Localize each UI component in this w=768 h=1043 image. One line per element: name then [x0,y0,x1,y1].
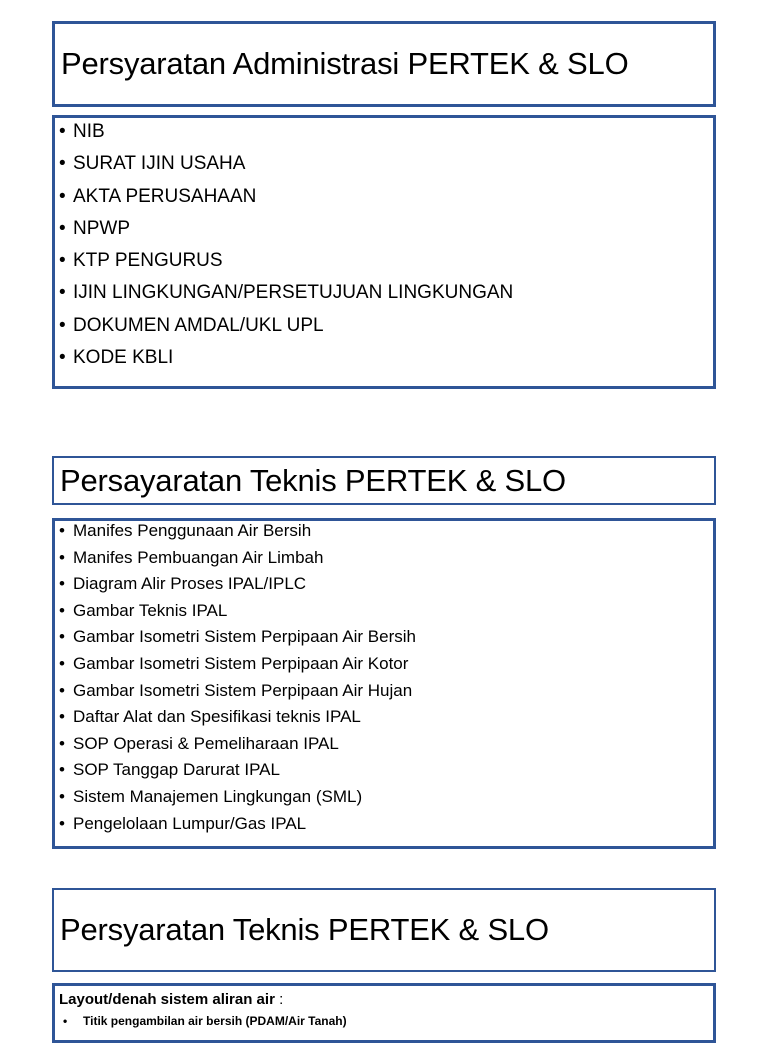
list-item [59,784,713,811]
layout-heading-suffix: : [274,991,284,1008]
bullet-icon: • [59,282,66,304]
admin-requirements-list-box [52,115,716,389]
list-item [59,731,713,758]
list-item [59,310,713,342]
list-item-text: Manifes Penggunaan Air Bersih [73,521,312,540]
admin-requirements-list [55,116,713,374]
technical-requirements-list-box [52,518,716,849]
bullet-icon: • [59,786,65,806]
list-item-text: Diagram Alir Proses IPAL/IPLC [73,574,307,594]
technical-requirements-list [55,518,713,837]
list-item [59,624,713,651]
technical-requirements-title-2: Persyaratan Teknis PERTEK & SLO [60,912,549,947]
list-item-text: Titik pengambilan air bersih (PDAM/Air Tanah) [83,1014,347,1028]
bullet-icon: • [59,250,66,272]
bullet-icon: • [59,653,65,673]
layout-heading-label: Layout/denah sistem aliran air [59,991,275,1008]
list-item [59,342,713,374]
list-item [59,678,713,705]
list-item-text: IJIN LINGKUNGAN/PERSETUJUAN LINGKUNGAN [73,282,514,304]
list-item [59,213,713,245]
bullet-icon: • [59,574,65,594]
layout-heading [59,988,713,1012]
list-item-text: SURAT IJIN USAHA [73,153,246,175]
bullet-icon: • [59,600,65,620]
list-item-text: Daftar Alat dan Spesifikasi teknis IPAL [73,707,361,727]
bullet-icon: • [59,185,66,207]
layout-requirements-list [59,1012,713,1030]
bullet-icon: • [59,314,66,336]
list-item-text: Pengelolaan Lumpur/Gas IPAL [73,813,307,833]
admin-requirements-title: Persyaratan Administrasi PERTEK & SLO [61,46,629,81]
layout-requirements-box [52,983,716,1043]
list-item-text: KODE KBLI [73,347,174,369]
list-item [59,116,713,148]
list-item [59,757,713,784]
bullet-icon: • [59,627,65,647]
bullet-icon: • [59,733,65,753]
list-item [59,545,713,572]
bullet-icon: • [59,217,66,239]
list-item [59,811,713,838]
list-item-text: DOKUMEN AMDAL/UKL UPL [73,314,324,336]
list-item-text: KTP PENGURUS [73,250,223,272]
bullet-icon: • [59,121,66,142]
list-item [59,598,713,625]
list-item [59,518,713,545]
list-item [59,277,713,309]
bullet-icon: • [59,813,65,833]
list-item-text: SOP Tanggap Darurat IPAL [73,760,280,780]
bullet-icon: • [59,347,66,369]
list-item [63,1012,713,1030]
list-item-text: Sistem Manajemen Lingkungan (SML) [73,786,363,806]
bullet-icon: • [63,1014,68,1028]
bullet-icon: • [59,760,65,780]
bullet-icon: • [59,707,65,727]
list-item [59,651,713,678]
list-item [59,245,713,277]
list-item-text: AKTA PERUSAHAAN [73,185,257,207]
bullet-icon: • [59,680,65,700]
technical-requirements-title-box-2 [52,888,716,972]
list-item [59,181,713,213]
bullet-icon: • [59,521,65,540]
technical-requirements-title-box [52,456,716,505]
list-item [59,571,713,598]
bullet-icon: • [59,153,66,175]
list-item-text: NPWP [73,217,130,239]
list-item-text: Manifes Pembuangan Air Limbah [73,547,324,567]
list-item-text: Gambar Isometri Sistem Perpipaan Air Hujan [73,680,413,700]
technical-requirements-title: Persayaratan Teknis PERTEK & SLO [60,462,566,498]
list-item [59,148,713,180]
list-item-text: Gambar Isometri Sistem Perpipaan Air Bersih [73,627,416,647]
list-item [59,704,713,731]
list-item-text: Gambar Isometri Sistem Perpipaan Air Kotor [73,653,409,673]
list-item-text: SOP Operasi & Pemeliharaan IPAL [73,733,339,753]
bullet-icon: • [59,547,65,567]
list-item-text: Gambar Teknis IPAL [73,600,228,620]
list-item-text: NIB [73,121,105,142]
admin-requirements-title-box [52,21,716,107]
